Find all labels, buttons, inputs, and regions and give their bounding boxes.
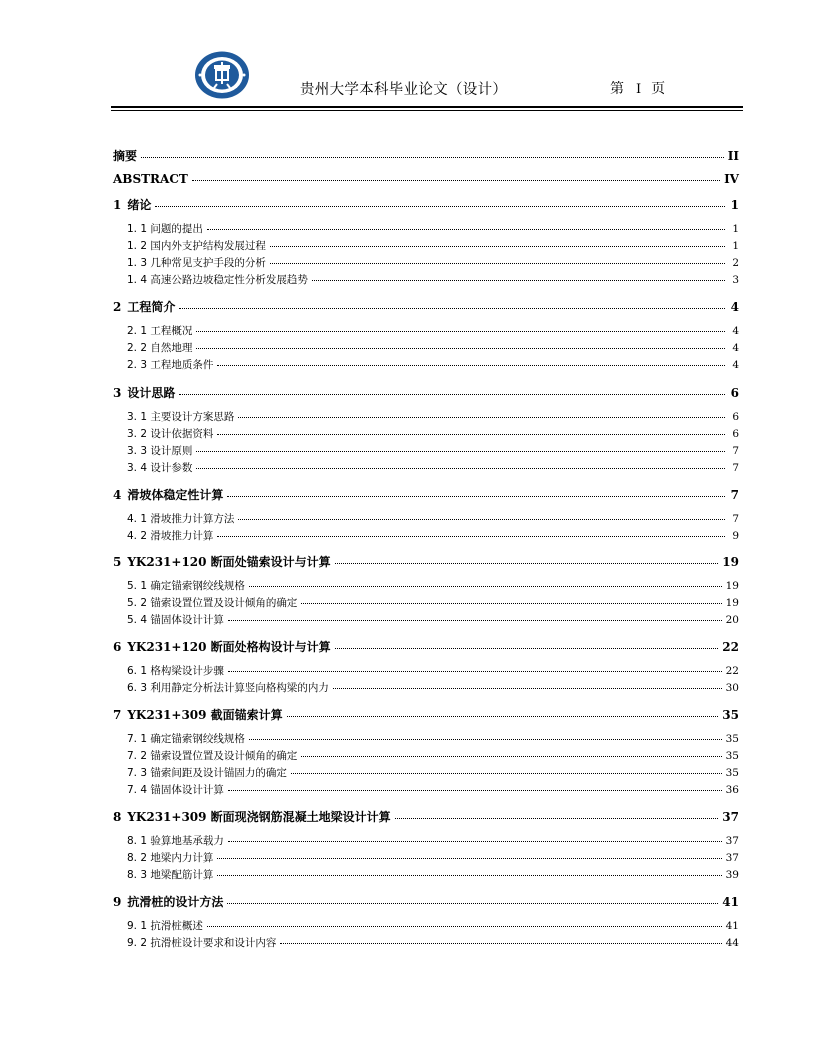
toc-section-entry[interactable] [127,426,739,441]
toc-section-entry[interactable] [127,867,739,882]
toc-page-number: 30 [725,682,739,694]
toc-dot-leader [228,620,722,621]
toc-dot-leader [217,434,725,435]
toc-dot-leader [155,206,725,207]
toc-chapter-entry[interactable] [113,486,739,503]
toc-page-number: 35 [722,708,739,722]
toc-section-entry[interactable] [127,731,739,746]
toc-entry-label: 工程简介 [127,300,176,314]
toc-chapter-entry[interactable] [113,706,739,723]
page-suffix: 页 [651,81,666,97]
toc-entry-label: 摘要 [113,149,138,163]
toc-dot-leader [227,496,725,497]
toc-dot-leader [249,586,722,587]
toc-section-entry[interactable] [127,323,739,338]
toc-page-number: 7 [730,488,739,502]
toc-chapter-number: 1 [113,198,122,212]
toc-chapter-entry[interactable] [113,893,739,910]
toc-dot-leader [333,688,722,689]
toc-chapter-number: 4 [113,488,122,502]
toc-chapter-number: 3 [113,386,122,400]
toc-section-entry[interactable] [127,221,739,236]
toc-section-entry[interactable] [127,511,739,526]
toc-dot-leader [280,943,721,944]
toc-entry-label: 3. 1 主要设计方案思路 [127,411,235,423]
toc-section-entry[interactable] [127,595,739,610]
toc-section-entry[interactable] [127,850,739,865]
toc-entry-label: 7. 1 确定锚索钢绞线规格 [127,733,245,745]
toc-entry-label: 3. 4 设计参数 [127,462,193,474]
toc-page-number: 1 [730,198,739,212]
toc-page-number: II [727,149,739,163]
university-logo [193,50,251,100]
toc-entry-label: 7. 2 锚索设置位置及设计倾角的确定 [127,750,298,762]
toc-chapter-number: 2 [113,300,122,314]
toc-page-number: 1 [732,240,739,252]
toc-page-number: 35 [725,733,739,745]
header-rule [111,106,743,108]
page-number: I [636,82,642,97]
toc-page-number: 4 [732,325,739,337]
toc-entry-label: 1. 1 问题的提出 [127,223,203,235]
toc-entry-label: 9. 2 抗滑桩设计要求和设计内容 [127,937,277,949]
toc-entry-label: 7. 3 锚索间距及设计锚固力的确定 [127,767,287,779]
toc-dot-leader [312,280,725,281]
toc-entry-label: 5. 2 锚索设置位置及设计倾角的确定 [127,597,298,609]
toc-dot-leader [192,180,720,181]
toc-dot-leader [291,773,722,774]
toc-dot-leader [335,563,719,564]
toc-section-entry[interactable] [127,272,739,287]
toc-dot-leader [335,648,719,649]
toc-entry-label: 8. 2 地梁内力计算 [127,852,214,864]
toc-page-number: 1 [732,223,739,235]
toc-dot-leader [196,451,725,452]
toc-entry-label: 2. 3 工程地质条件 [127,359,214,371]
toc-entry-label: YK231+120 断面处格构设计与计算 [127,640,331,654]
toc-chapter-entry[interactable] [113,298,739,315]
toc-page-number: 37 [725,835,739,847]
toc-chapter-number: 7 [113,708,122,722]
toc-dot-leader [228,671,722,672]
toc-entry-label: 1. 2 国内外支护结构发展过程 [127,240,266,252]
toc-entry-label: 设计思路 [127,386,176,400]
toc-dot-leader [217,536,725,537]
toc-page-number: 3 [732,274,739,286]
toc-page-number: 7 [732,513,739,525]
toc-section-entry[interactable] [127,663,739,678]
toc-entry-label: 2. 1 工程概况 [127,325,193,337]
toc-entry-label: 1. 3 几种常见支护手段的分析 [127,257,266,269]
toc-page-number: 37 [725,852,739,864]
toc-page-number: 37 [722,810,739,824]
toc-section-entry[interactable] [127,528,739,543]
toc-dot-leader [270,246,725,247]
toc-dot-leader [207,229,725,230]
toc-dot-leader [196,468,725,469]
toc-section-entry[interactable] [127,409,739,424]
toc-entry-label: YK231+120 断面处锚索设计与计算 [127,555,331,569]
toc-entry-label: YK231+309 截面锚索计算 [127,708,283,722]
toc-page-number: 9 [732,530,739,542]
toc-page-number: 7 [732,445,739,457]
toc-entry-label: 8. 3 地梁配筋计算 [127,869,214,881]
toc-page-number: 2 [732,257,739,269]
toc-chapter-entry[interactable] [113,147,739,164]
toc-page-number: 4 [730,300,739,314]
toc-dot-leader [217,875,721,876]
toc-dot-leader [227,903,718,904]
toc-page-number: 35 [725,767,739,779]
toc-entry-label: 抗滑桩的设计方法 [127,895,224,909]
toc-section-entry[interactable] [127,460,739,475]
toc-chapter-entry[interactable] [113,196,739,213]
toc-chapter-entry[interactable] [113,808,739,825]
toc-dot-leader [179,394,725,395]
toc-entry-label: 5. 1 确定锚索钢绞线规格 [127,580,245,592]
toc-page-number: 19 [725,597,739,609]
toc-page-number: 6 [730,386,739,400]
toc-page-number: 41 [725,920,739,932]
toc-section-entry[interactable] [127,255,739,270]
toc-section-entry[interactable] [127,765,739,780]
toc-entry-label: 3. 3 设计原则 [127,445,193,457]
toc-section-entry[interactable] [127,443,739,458]
toc-dot-leader [196,348,725,349]
toc-chapter-entry[interactable] [113,172,739,186]
toc-section-entry[interactable] [127,612,739,627]
toc-dot-leader [395,818,719,819]
toc-entry-label: 9. 1 抗滑桩概述 [127,920,203,932]
toc-page-number: 44 [725,937,739,949]
toc-page-number: 6 [732,428,739,440]
toc-page-number: 41 [722,895,739,909]
toc-section-entry[interactable] [127,935,739,950]
toc-chapter-entry[interactable] [113,553,739,570]
toc-section-entry[interactable] [127,833,739,848]
toc-page-number: 4 [732,342,739,354]
toc-page-number: 20 [725,614,739,626]
toc-section-entry[interactable] [127,578,739,593]
toc-page-number: 7 [732,462,739,474]
toc-dot-leader [179,308,725,309]
page-prefix: 第 [610,81,624,97]
toc-entry-label: 滑坡体稳定性计算 [127,488,224,502]
toc-section-entry[interactable] [127,782,739,797]
toc-dot-leader [217,365,725,366]
header-rule-thin [111,110,743,111]
toc-dot-leader [141,157,724,158]
toc-entry-label: 4. 1 滑坡推力计算方法 [127,513,235,525]
toc-page-number: 19 [722,555,739,569]
toc-dot-leader [228,841,722,842]
toc-dot-leader [301,756,721,757]
toc-page-number: 39 [725,869,739,881]
toc-section-entry[interactable] [127,748,739,763]
toc-chapter-number: 8 [113,810,122,824]
toc-section-entry[interactable] [127,918,739,933]
header-page-number [610,78,665,98]
header-title: 贵州大学本科毕业论文（设计） [300,82,508,98]
toc-page-number: IV [724,172,739,186]
toc-entry-label: 6. 3 利用静定分析法计算竖向格构梁的内力 [127,682,329,694]
toc-chapter-entry[interactable] [113,384,739,401]
toc-entry-label: ABSTRACT [113,172,188,186]
toc-entry-label: 4. 2 滑坡推力计算 [127,530,214,542]
toc-section-entry[interactable] [127,340,739,355]
toc-page-number: 22 [722,640,739,654]
toc-dot-leader [249,739,722,740]
toc-dot-leader [238,519,725,520]
toc-section-entry[interactable] [127,238,739,253]
toc-section-entry[interactable] [127,357,739,372]
toc-entry-label: 3. 2 设计依据资料 [127,428,214,440]
toc-entry-label: 7. 4 锚固体设计计算 [127,784,224,796]
toc-page-number: 19 [725,580,739,592]
toc-entry-label: 绪论 [127,198,152,212]
toc-page-number: 22 [725,665,739,677]
toc-page-number: 35 [725,750,739,762]
toc-chapter-number: 9 [113,895,122,909]
toc-entry-label: YK231+309 断面现浇钢筋混凝土地梁设计计算 [127,810,391,824]
toc-chapter-entry[interactable] [113,638,739,655]
toc-entry-label: 2. 2 自然地理 [127,342,193,354]
toc-dot-leader [287,716,719,717]
toc-page-number: 36 [725,784,739,796]
toc-entry-label: 5. 4 锚固体设计计算 [127,614,224,626]
toc-dot-leader [301,603,721,604]
toc-entry-label: 1. 4 高速公路边坡稳定性分析发展趋势 [127,274,308,286]
toc-chapter-number: 6 [113,640,122,654]
toc-entry-label: 6. 1 格构梁设计步骤 [127,665,224,677]
toc-dot-leader [217,858,721,859]
toc-dot-leader [207,926,722,927]
toc-entry-label: 8. 1 验算地基承载力 [127,835,224,847]
toc-dot-leader [238,417,725,418]
toc-dot-leader [270,263,725,264]
toc-page-number: 6 [732,411,739,423]
toc-dot-leader [228,790,722,791]
toc-section-entry[interactable] [127,680,739,695]
toc-dot-leader [196,331,725,332]
toc-chapter-number: 5 [113,555,122,569]
toc-page-number: 4 [732,359,739,371]
